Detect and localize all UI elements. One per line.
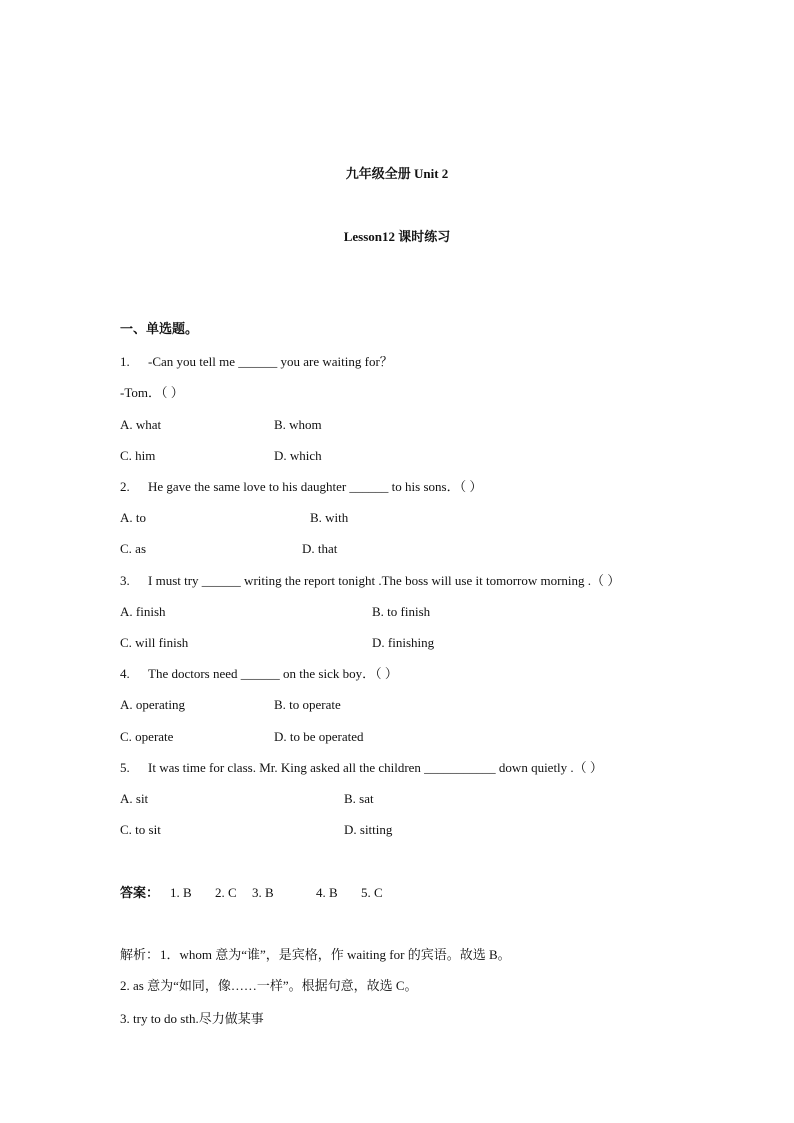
explanation-3: 3. try to do sth.尽力做某事 xyxy=(120,1011,264,1026)
question-1-option-c: C. him xyxy=(120,448,156,463)
document-title: 九年级全册 Unit 2 xyxy=(345,166,449,181)
answer-2: 2. C xyxy=(215,885,237,900)
question-1-option-a: A. what xyxy=(120,417,162,432)
question-1-text: -Can you tell me ______ you are waiting for？ xyxy=(148,354,393,369)
question-3-option-c: C. will finish xyxy=(120,635,189,650)
question-3-option-d: D. finishing xyxy=(372,635,435,650)
question-4-option-a: A. operating xyxy=(120,697,185,712)
question-1-continuation: -Tom．（ ） xyxy=(120,385,184,400)
question-5-option-d: D. sitting xyxy=(344,822,393,837)
answers-label: 答案： xyxy=(120,885,160,900)
question-5-number: 5. xyxy=(120,760,130,775)
question-2-number: 2. xyxy=(120,479,130,494)
explanation-2: 2. as 意为“如同，像……一样”。根据句意，故选 C。 xyxy=(120,978,418,993)
question-2-option-c: C. as xyxy=(120,541,146,556)
question-1-option-d: D. which xyxy=(274,448,322,463)
question-3-option-b: B. to finish xyxy=(372,604,431,619)
question-3-text: I must try ______ writing the report tonight .The boss will use it tomorrow morning .（ ） xyxy=(148,573,621,588)
lesson-subtitle: Lesson12 课时练习 xyxy=(343,229,451,244)
question-3-number: 3. xyxy=(120,573,130,588)
question-4-option-d: D. to be operated xyxy=(274,729,364,744)
explanation-label: 解析： xyxy=(120,947,160,962)
answer-5: 5. C xyxy=(361,885,383,900)
question-4-option-c: C. operate xyxy=(120,729,174,744)
answer-1: 1. B xyxy=(170,885,192,900)
question-2-text: He gave the same love to his daughter ______ to his sons．（ ） xyxy=(148,479,483,494)
question-3-option-a: A. finish xyxy=(120,604,166,619)
question-4-number: 4. xyxy=(120,666,130,681)
question-4-text: The doctors need ______ on the sick boy．（ ） xyxy=(148,666,398,681)
question-5-option-b: B. sat xyxy=(344,791,374,806)
question-2-option-b: B. with xyxy=(310,510,349,525)
question-4-option-b: B. to operate xyxy=(274,697,341,712)
answer-4: 4. B xyxy=(316,885,338,900)
answer-3: 3. B xyxy=(252,885,274,900)
question-5-option-a: A. sit xyxy=(120,791,149,806)
section-heading: 一、单选题。 xyxy=(120,321,199,336)
question-5-text: It was time for class. Mr. King asked all the children ___________ down quietly .（ ） xyxy=(148,760,603,775)
question-2-option-d: D. that xyxy=(302,541,338,556)
question-2-option-a: A. to xyxy=(120,510,146,525)
question-1-number: 1. xyxy=(120,354,130,369)
question-5-option-c: C. to sit xyxy=(120,822,161,837)
explanation-1: 1．whom 意为“谁”，是宾格，作 waiting for 的宾语。故选 B。 xyxy=(160,947,511,962)
question-1-option-b: B. whom xyxy=(274,417,322,432)
